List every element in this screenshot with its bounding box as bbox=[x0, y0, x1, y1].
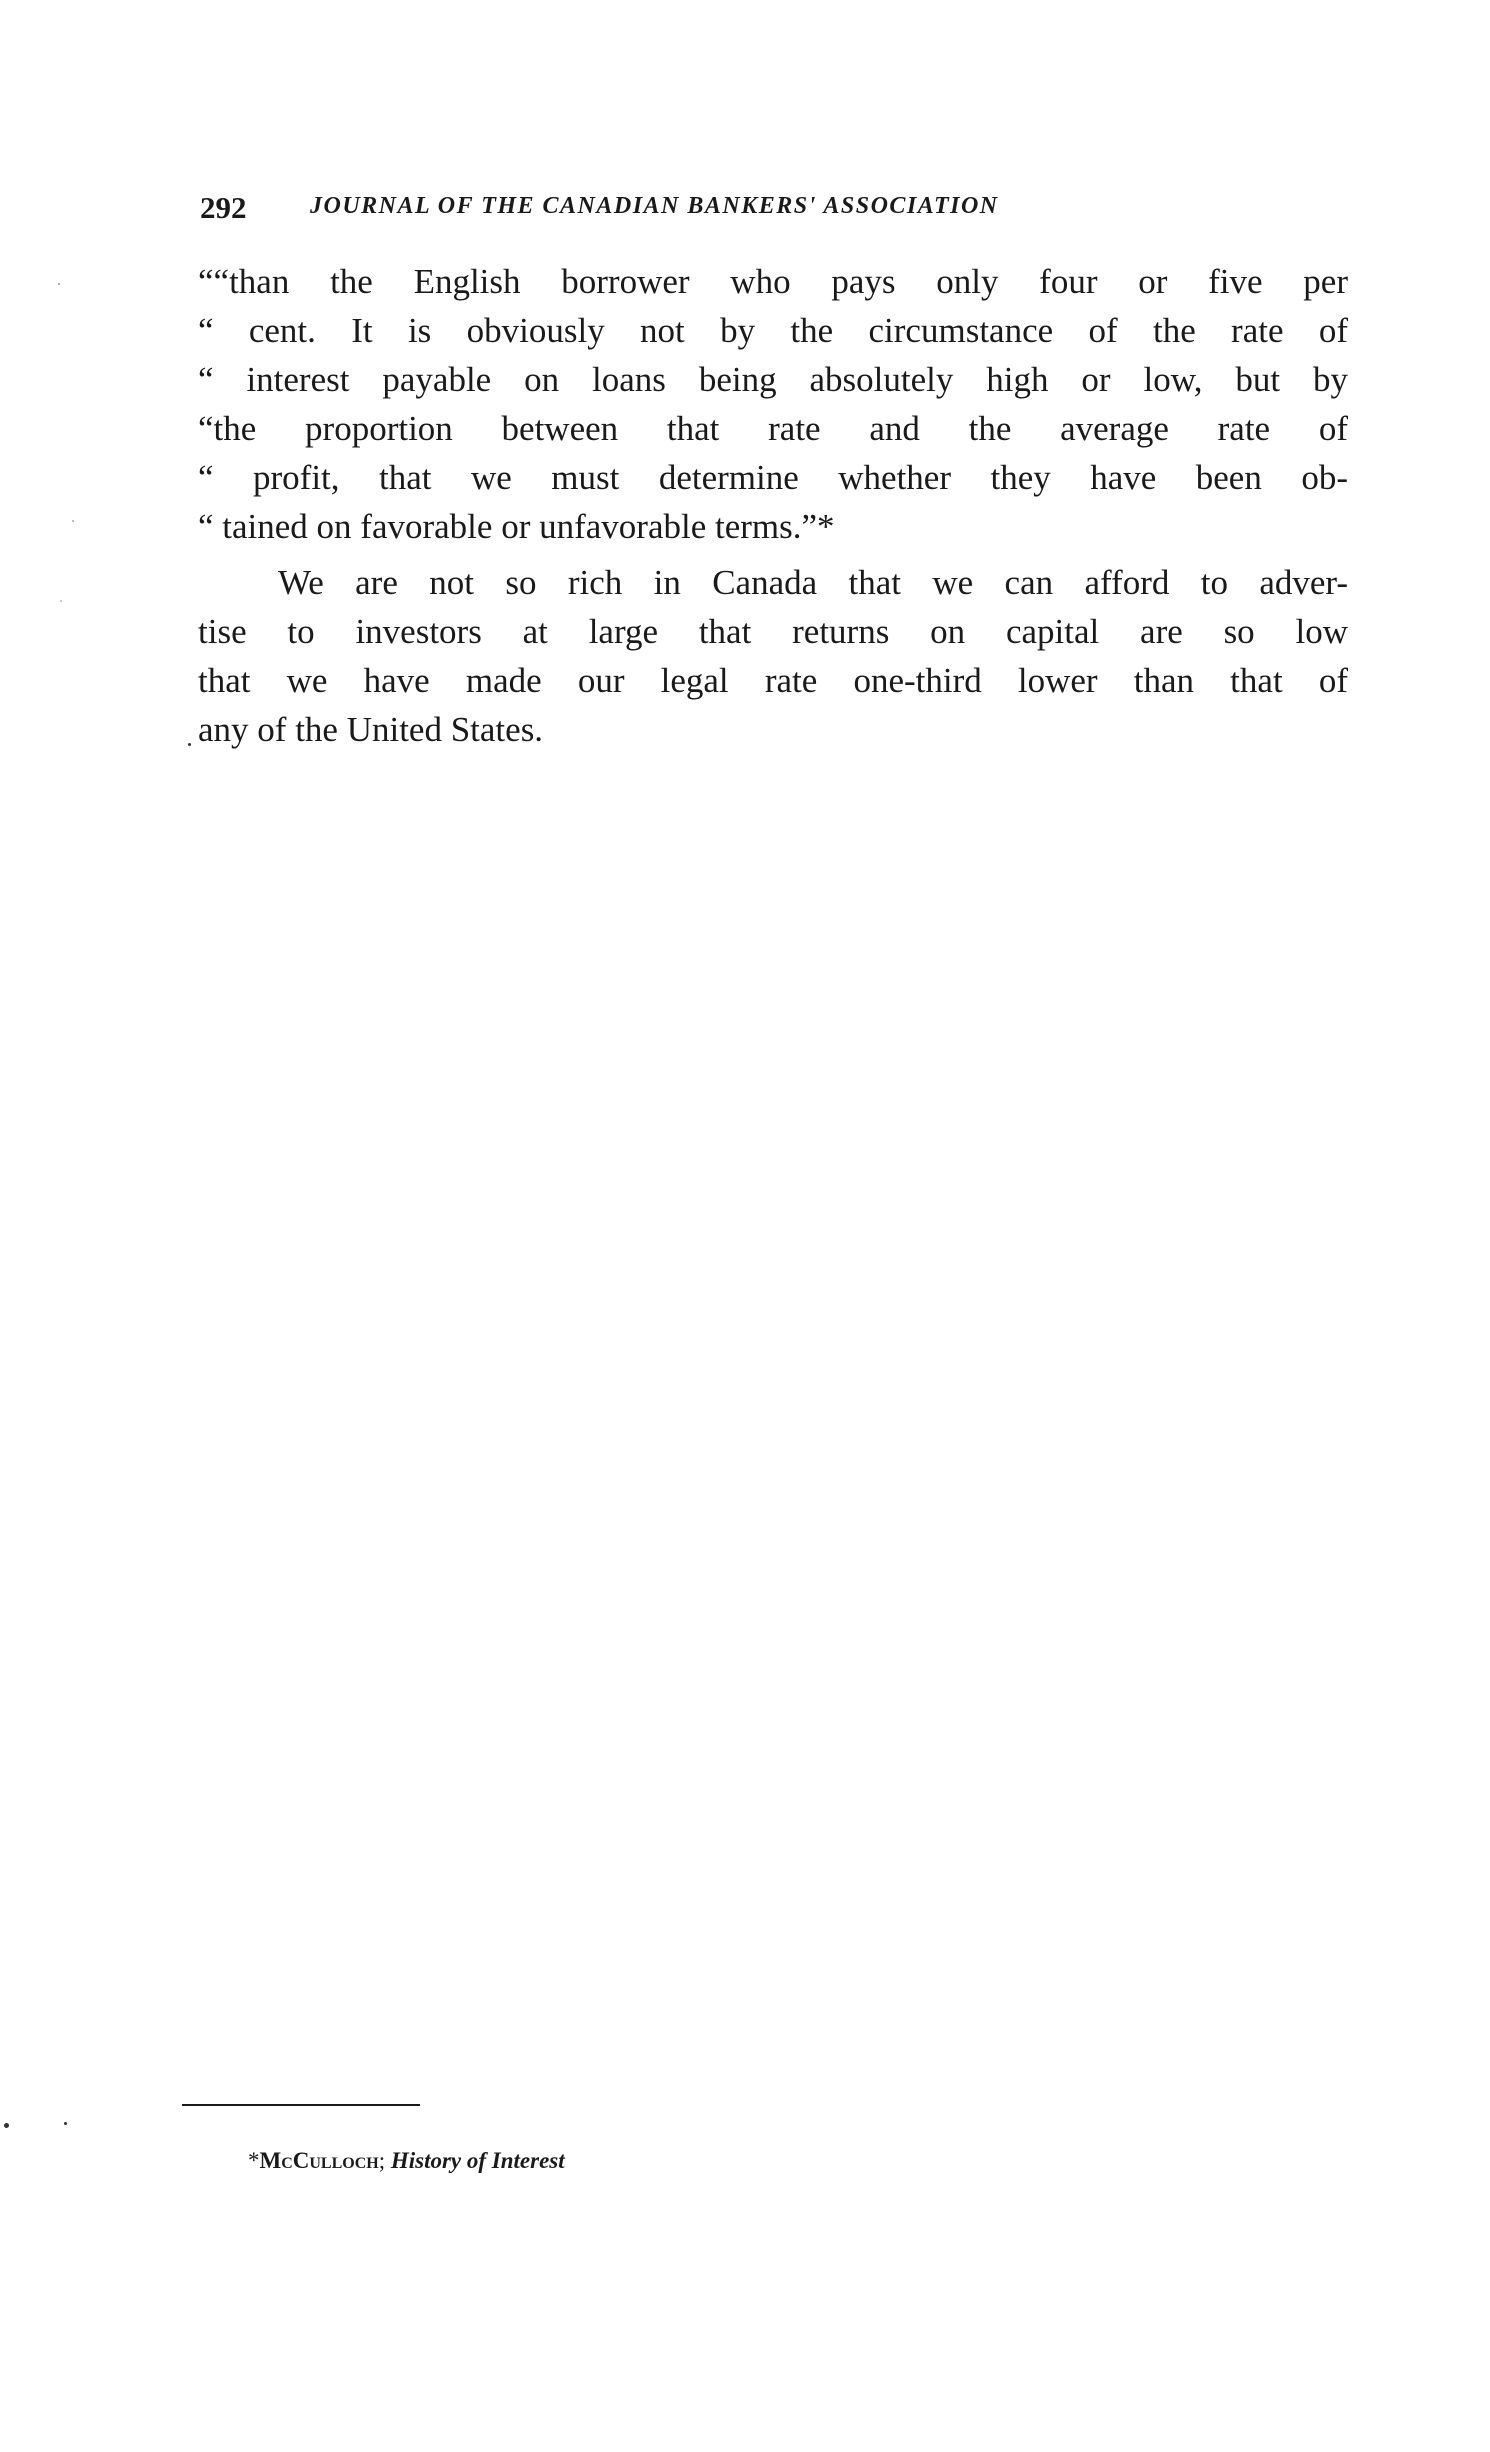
page-header bbox=[200, 190, 1300, 230]
scan-speck bbox=[58, 283, 60, 285]
footnote-separator: ; bbox=[378, 2148, 391, 2173]
scan-speck bbox=[188, 743, 191, 746]
text-line: “ cent. It is obviously not by the circumstance of the rate of bbox=[198, 311, 1348, 350]
text-line: We are not so rich in Canada that we can afford to adver- bbox=[278, 563, 1348, 602]
text-line: any of the United States. bbox=[198, 710, 544, 749]
scan-speck bbox=[64, 2122, 67, 2125]
footnote-title: History of Interest bbox=[390, 2148, 565, 2173]
footnote-rule bbox=[182, 2104, 420, 2106]
text-line: “ tained on favorable or unfavorable terms.”* bbox=[198, 507, 835, 546]
footnote-author: McCulloch bbox=[259, 2148, 379, 2173]
closing-paragraph bbox=[198, 558, 1348, 754]
text-line: “ interest payable on loans being absolutely high or low, but by bbox=[198, 360, 1348, 399]
text-line: tise to investors at large that returns on capital are so low bbox=[198, 612, 1348, 651]
body-text bbox=[198, 257, 1348, 754]
text-line: “the proportion between that rate and the average rate of bbox=[198, 409, 1348, 448]
page-number: 292 bbox=[200, 190, 247, 225]
text-line: “ profit, that we must determine whether they have been ob- bbox=[198, 458, 1348, 497]
footnote-marker: * bbox=[248, 2148, 260, 2173]
scan-speck bbox=[4, 2123, 9, 2128]
text-line: that we have made our legal rate one-third lower than that of bbox=[198, 661, 1348, 700]
scan-speck bbox=[72, 520, 74, 522]
scan-speck bbox=[60, 600, 62, 602]
running-head: JOURNAL OF THE CANADIAN BANKERS' ASSOCIATION bbox=[310, 193, 999, 219]
text-line: ““than the English borrower who pays only four or five per bbox=[198, 262, 1348, 301]
quoted-paragraph bbox=[198, 257, 1348, 551]
footnote bbox=[248, 2148, 565, 2174]
